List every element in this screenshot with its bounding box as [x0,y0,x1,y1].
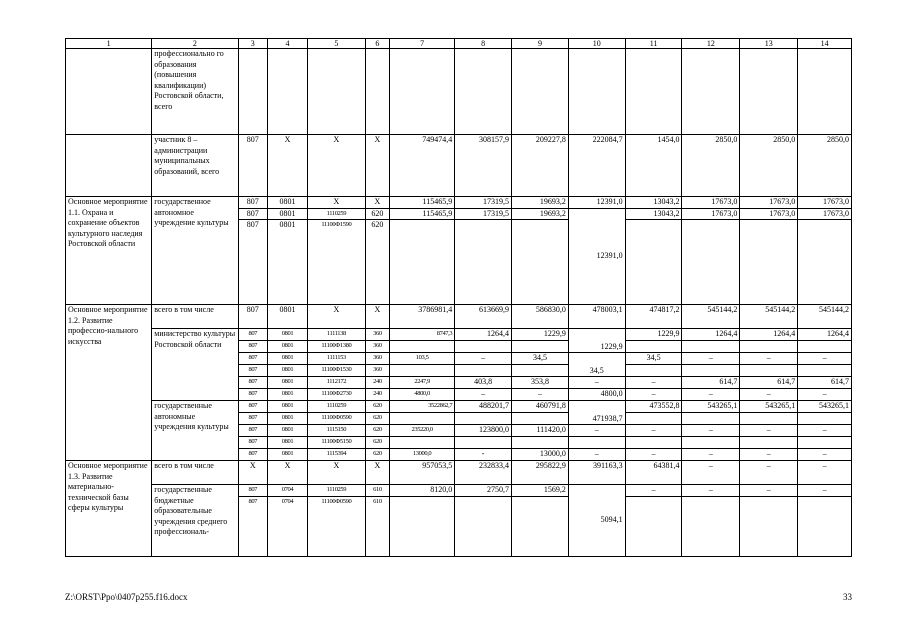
header-cell: 8 [455,39,512,49]
table-row: участник 8 – администрации муниципальных образований, всего 807 X X X 749474,4 308157,9 209227,8 222084,7 1454,0 2850,0 2850,0 2850,0 [66,135,852,197]
header-cell: 4 [267,39,307,49]
activity-name-cell: Основное мероприятие 1.1. Охрана и сохранение объектов культурного наследия Ростовской области [66,197,152,305]
table-row: 807 0801 11100Ф5150 620 [66,437,852,449]
table-row: 807 0801 11100Ф1590 620 [66,220,852,305]
table-row: Основное мероприятие 1.2. Развитие профессио-нального искусства всего в том числе 807 0801 X X 3786981,4 613669,9 586830,0 478003,1 474817,2 545144,2 545144,2 545144,2 [66,305,852,329]
header-cell: 7 [390,39,455,49]
table-row: 807 0801 1110259 620 115465,9 17319,5 19693,2 12391,0 13043,2 17673,0 17673,0 17673,0 [66,208,852,220]
table-row: государственные автономные учреждения культуры 807 0801 1110259 620 3522862,7 488201,7 460791,8 471938,7 473552,8 543265,1 543265,1 543265,1 [66,401,852,413]
table-cell: профессионально го образования (повышения квалификации) Ростовской области, всего [152,49,238,135]
table-row: Основное мероприятие 1.3. Развитие материально-технической базы сферы культуры всего в том числе X X X X 957053,5 232833,4 295822,9 391163,3 64381,4 – – – [66,461,852,485]
header-row [66,39,852,49]
budget-table [65,38,852,557]
table-row: 807 0801 1112172 240 2247,9 403,8 353,8 – – 614,7 614,7 614,7 [66,377,852,389]
executor-cell: государственные бюджетные образовательные учреждения среднего профессиональ- [152,485,238,557]
activity-name-cell: Основное мероприятие 1.3. Развитие материально-технической базы сферы культуры [66,461,152,557]
header-cell: 10 [568,39,625,49]
table-cell: участник 8 – администрации муниципальных образований, всего [152,135,238,197]
header-cell: 12 [682,39,740,49]
table-row [66,49,852,135]
header-cell: 5 [307,39,365,49]
table-row: Основное мероприятие 1.1. Охрана и сохранение объектов культурного наследия Ростовской области государственное автономное учреждение культуры 807 0801 X X 115465,9 17319,5 19693,2 12391,0 13043,2 17673,0 17673,0 17673,0 [66,197,852,209]
total-label: всего в том числе [152,461,238,485]
total-label: всего в том числе [152,305,238,329]
header-cell: 1 [66,39,152,49]
table-row: 807 0801 11100Ф1530 360 [66,365,852,377]
executor-cell: министерство культуры Ростовской области [152,329,238,401]
table-row: государственные бюджетные образовательные учреждения среднего профессиональ- 807 0704 1110259 610 8120,0 2750,7 1569,2 5094,1 – – – – [66,485,852,497]
executor-cell: государственные автономные учреждения культуры [152,401,238,461]
table-row: 807 0704 11100Ф0590 610 [66,497,852,557]
table-row: 807 0801 1111153 360 103,5 – 34,5 34,5 34,5 – – – [66,353,852,365]
activity-name-cell: Основное мероприятие 1.2. Развитие профессио-нального искусства [66,305,152,461]
header-cell: 14 [798,39,852,49]
table-row: 807 0801 11100Ф0590 620 [66,413,852,425]
header-cell: 2 [152,39,238,49]
header-cell: 9 [512,39,569,49]
table-row: 807 0801 11100Ф2730 240 4800,0 – – 4800,0 – – – – [66,389,852,401]
header-cell: 13 [740,39,798,49]
table-row: министерство культуры Ростовской области 807 0801 1111138 360 8747,3 1264,4 1229,9 1229,9 1229,9 1264,4 1264,4 1264,4 [66,329,852,341]
document-path: Z:\ORST\Ppo\0407p255.f16.docx [65,592,188,602]
header-cell: 11 [625,39,682,49]
executor-cell: государственное автономное учреждение культуры [152,197,238,305]
header-cell: 3 [238,39,267,49]
page-number: 33 [843,592,852,602]
table-row: 807 0801 11100Ф1380 360 [66,341,852,353]
table-row: 807 0801 1115394 620 13000,0 - 13000,0 – – – – – [66,449,852,461]
table-cell [66,49,152,135]
header-cell: 6 [365,39,389,49]
table-row: 807 0801 1115150 620 235220,0 123800,0 111420,0 – – – – – [66,425,852,437]
